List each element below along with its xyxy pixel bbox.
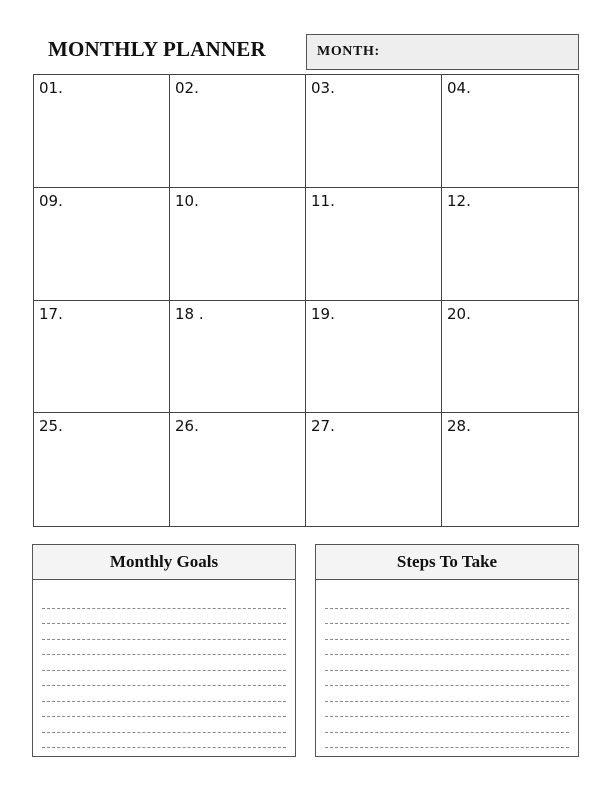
note-line[interactable] (42, 640, 286, 656)
day-cell[interactable] (306, 301, 442, 414)
day-number: 04. (447, 79, 471, 97)
day-number: 20. (447, 304, 471, 323)
day-cell[interactable] (34, 188, 170, 301)
day-cell[interactable] (34, 301, 170, 414)
day-number: 03. (311, 79, 335, 97)
note-line[interactable] (42, 733, 286, 749)
day-number: 18 . (175, 304, 204, 323)
day-number: 19. (311, 304, 335, 323)
note-line[interactable] (325, 702, 569, 718)
day-cell[interactable] (34, 413, 170, 526)
note-line[interactable] (42, 593, 286, 609)
note-line[interactable] (325, 733, 569, 749)
steps-to-take-box (315, 544, 579, 757)
day-number: 28. (447, 417, 471, 436)
day-cell[interactable] (170, 413, 306, 526)
note-line[interactable] (42, 655, 286, 671)
note-line[interactable] (42, 624, 286, 640)
day-cell[interactable] (442, 75, 578, 188)
monthly-goals-box (32, 544, 296, 757)
monthly-goals-lines (33, 580, 295, 748)
month-label: MONTH: (317, 44, 380, 59)
note-line[interactable] (325, 624, 569, 640)
note-line[interactable] (325, 655, 569, 671)
day-cell[interactable] (306, 188, 442, 301)
day-cell[interactable] (170, 301, 306, 414)
page-title: MONTHLY PLANNER (48, 37, 266, 61)
day-cell[interactable] (306, 413, 442, 526)
day-number: 01. (39, 79, 63, 97)
day-cell[interactable] (442, 413, 578, 526)
day-number: 02. (175, 79, 199, 97)
note-line[interactable] (325, 686, 569, 702)
day-cell[interactable] (34, 75, 170, 188)
day-number: 11. (311, 191, 335, 210)
steps-to-take-title: Steps To Take (316, 545, 578, 580)
day-number: 10. (175, 191, 199, 210)
note-line[interactable] (325, 640, 569, 656)
note-line[interactable] (325, 671, 569, 687)
note-line[interactable] (325, 593, 569, 609)
day-cell[interactable] (442, 188, 578, 301)
steps-to-take-lines (316, 580, 578, 748)
day-cell[interactable] (170, 188, 306, 301)
note-line[interactable] (325, 717, 569, 733)
day-number: 17. (39, 304, 63, 323)
monthly-goals-title: Monthly Goals (33, 545, 295, 580)
day-cell[interactable] (306, 75, 442, 188)
month-field[interactable] (306, 34, 579, 70)
day-number: 25. (39, 417, 63, 436)
note-line[interactable] (42, 686, 286, 702)
note-line[interactable] (42, 702, 286, 718)
day-number: 27. (311, 417, 335, 436)
day-number: 09. (39, 191, 63, 210)
note-line[interactable] (42, 671, 286, 687)
day-number: 26. (175, 417, 199, 436)
day-cell[interactable] (442, 301, 578, 414)
day-cell[interactable] (170, 75, 306, 188)
note-line[interactable] (42, 717, 286, 733)
day-number: 12. (447, 191, 471, 210)
note-line[interactable] (42, 609, 286, 625)
calendar-grid (33, 74, 579, 527)
note-line[interactable] (325, 609, 569, 625)
